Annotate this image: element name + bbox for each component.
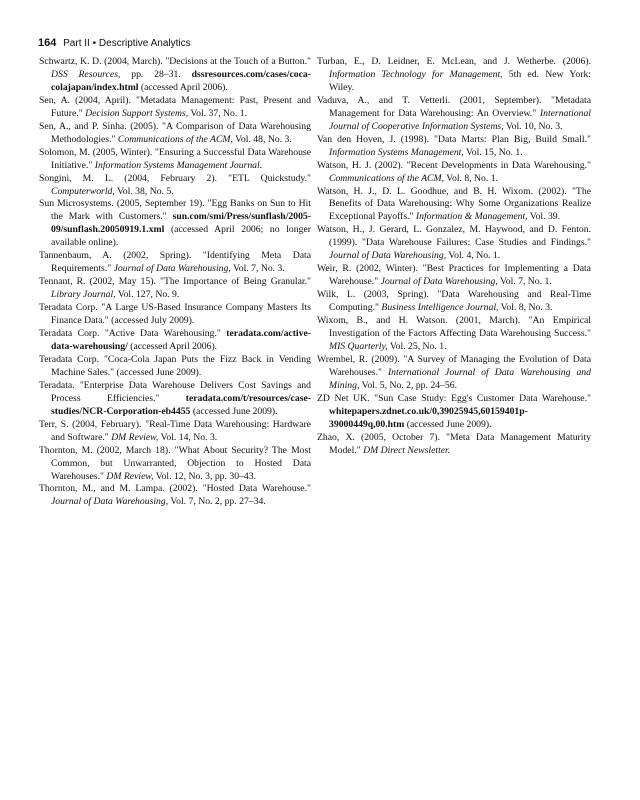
reference-text: Solomon, M. (2005, Winter). "Ensuring a Successful Data Warehouse Initiative." — [39, 146, 311, 171]
reference-text: (accessed June 2009). — [190, 405, 278, 417]
reference-text: Teradata Corp. "A Large US-Based Insurance Company Masters Its Finance Data." (accessed July 2009). — [39, 302, 311, 327]
reference-text: Teradata Corp. "Active Data Warehousing." — [39, 328, 227, 340]
section-title: Descriptive Analytics — [98, 38, 191, 49]
reference-source: DM Review, — [106, 470, 154, 482]
reference-text: Teradata. "Enterprise Data Warehouse Delivers Cost Savings and Process Efficiencies." — [39, 379, 311, 404]
reference-url: dssresources.com/cases/coca-colajapan/index.html — [51, 68, 311, 93]
part-label: Part II — [63, 38, 90, 49]
reference-text: Van den Hoven, J. (1998). "Data Marts: Plan Big, Build Small." — [317, 133, 591, 145]
reference-source: Information Technology for Management, — [329, 68, 503, 80]
reference-entry — [317, 289, 591, 315]
reference-text: Songini, M. L. (2004, February 2). "ETL Quickstudy." — [39, 172, 311, 184]
reference-text: (accessed April 2006). — [127, 340, 218, 352]
reference-text: Sun Microsystems. (2005, September 19). "Egg Banks on Sun to Hit the Mark with Customers." — [39, 198, 311, 223]
reference-entry — [39, 276, 311, 302]
reference-entry — [317, 186, 591, 225]
reference-source: Journal of Data Warehousing, — [329, 250, 447, 262]
reference-source: Decision Support Systems, — [85, 107, 189, 119]
reference-text: Vol. 7, No. 1. — [497, 276, 552, 288]
reference-entry — [39, 198, 311, 250]
reference-text: Vol. 37, No. 1. — [188, 107, 248, 119]
reference-text: Watson, H. J. (2002). "Recent Developments in Data Warehousing." — [317, 159, 591, 171]
reference-source: International Journal of Cooperative Information Systems, — [329, 107, 591, 132]
reference-text: Tannenbaum, A. (2002, Spring). "Identifying Meta Data Requirements." — [39, 250, 311, 275]
reference-text: Sen, A., and P. Sinha. (2005). "A Comparison of Data Warehousing Methodologies." — [39, 120, 311, 145]
reference-text: Vol. 8, No. 1. — [444, 172, 499, 184]
reference-entry — [39, 354, 311, 380]
reference-text: 5th ed. New York: Wiley. — [329, 68, 591, 93]
reference-text: Watson, H. J., D. L. Goodhue, and B. H. Wixom. (2002). "The Benefits of Data Warehousing: Why Some Organizations Realize Exceptional Payoffs." — [317, 185, 591, 223]
reference-source: DM Direct Newsletter. — [363, 444, 451, 456]
reference-entry — [39, 121, 311, 147]
reference-url: teradata.com/t/resources/case-studies/NCR-Corporation-eb4455 — [51, 392, 311, 417]
reference-entry — [39, 173, 311, 199]
reference-entry — [317, 354, 591, 393]
reference-source: DSS Resources, — [51, 68, 121, 80]
reference-text: Watson, H., J. Gerard, L. Gonzalez, M. Haywood, and D. Fenton. (1999). "Data Warehouse Failures: Case Studies and Findings." — [317, 224, 591, 249]
page-number: 164 — [38, 37, 57, 49]
reference-text: ZD Net UK. "Sun Case Study: Egg's Customer Data Warehouse." — [317, 392, 591, 404]
reference-text: Vol. 10, No. 3. — [503, 120, 563, 132]
references-left-column — [39, 56, 311, 509]
reference-source: Communications of the ACM, — [329, 172, 444, 184]
reference-text: Vol. 7, No. 3. — [230, 263, 285, 275]
reference-text: (accessed April 2006; no longer available online). — [51, 224, 311, 249]
reference-url: sun.com/smi/Press/sunflash/2005-09/sunflash.20050919.1.xml — [51, 211, 311, 236]
reference-entry — [39, 328, 311, 354]
reference-source: Business Intelligence Journal, — [381, 302, 499, 314]
reference-text: Vol. 48, No. 3. — [232, 133, 292, 145]
reference-text: Vol. 7, No. 2, pp. 27–34. — [168, 496, 266, 508]
reference-source: Computerworld, — [51, 185, 115, 197]
reference-entry — [39, 302, 311, 328]
reference-text: Vol. 14, No. 3. — [158, 431, 218, 443]
reference-text: Vol. 15, No. 1. — [463, 146, 523, 158]
reference-text: pp. 28–31. — [120, 68, 192, 80]
reference-text: Zhao, X. (2005, October 7). "Meta Data Management Maturity Model." — [317, 431, 591, 456]
reference-text: Thornton, M. (2002, March 18). "What About Security? The Most Common, but Unwarranted, Objection to Hosted Data Warehouses." — [39, 444, 311, 482]
reference-source: Information Systems Management Journal. — [94, 159, 263, 171]
reference-entry — [317, 393, 591, 432]
reference-source: Journal of Data Warehousing, — [380, 276, 498, 288]
reference-url: whitepapers.zdnet.co.uk/0,39025945,60159401p-39000449q,00.htm — [329, 405, 528, 430]
reference-text: Vaduva, A., and T. Vetterli. (2001, September). "Metadata Management for Data Warehousing: An Overview." — [317, 94, 591, 119]
reference-text: Turban, E., D. Leidner, E. McLean, and J. Wetherbe. (2006). — [317, 56, 591, 67]
reference-text: Vol. 38, No. 5. — [114, 185, 174, 197]
reference-entry — [39, 483, 311, 509]
reference-text: Vol. 12, No. 3, pp. 30–43. — [153, 470, 256, 482]
reference-source: Library Journal, — [51, 289, 116, 301]
reference-text: (accessed June 2009). — [404, 418, 492, 430]
header-bullet: • — [92, 38, 97, 49]
reference-entry — [39, 95, 311, 121]
reference-entry — [317, 56, 591, 95]
reference-entry — [317, 160, 591, 186]
reference-entry — [317, 134, 591, 160]
reference-text: Thornton, M., and M. Lampa. (2002). "Hosted Data Warehouse." — [39, 483, 311, 495]
reference-source: Communications of the ACM, — [117, 133, 233, 145]
reference-url: teradata.com/active-data-warehousing/ — [51, 328, 311, 352]
reference-source: DM Review, — [111, 431, 159, 443]
reference-text: Vol. 5, No. 2, pp. 24–56. — [359, 379, 458, 391]
reference-source: International Journal of Data Warehousing and Mining, — [329, 366, 591, 391]
reference-entry — [39, 147, 311, 173]
reference-source: Journal of Data Warehousing, — [51, 496, 169, 508]
reference-text: Vol. 8, No. 3. — [498, 302, 553, 314]
reference-entry — [317, 224, 591, 263]
reference-text: Vol. 25, No. 1. — [387, 340, 447, 352]
reference-source: MIS Quarterly, — [329, 340, 388, 352]
reference-source: Journal of Data Warehousing, — [113, 263, 231, 275]
reference-entry — [39, 56, 311, 95]
reference-text: Schwartz, K. D. (2004, March). "Decisions at the Touch of a Button." — [39, 56, 311, 67]
reference-entry — [39, 445, 311, 484]
reference-text: Terr, S. (2004, February). "Real-Time Data Warehousing: Hardware and Software." — [39, 418, 311, 443]
running-header — [38, 37, 191, 49]
reference-text: Vol. 39. — [527, 211, 561, 223]
reference-source: Information & Management, — [415, 211, 528, 223]
reference-text: Vol. 127, No. 9. — [115, 289, 180, 301]
reference-text: Weir, R. (2002, Winter). "Best Practices for Implementing a Data Warehouse." — [317, 263, 591, 288]
reference-entry — [317, 95, 591, 134]
reference-text: Wrembel, R. (2009). "A Survey of Managing the Evolution of Data Warehouses." — [317, 353, 591, 378]
reference-text: Wixom, B., and H. Watson. (2001, March). "An Empirical Investigation of the Factors Affecting Data Warehousing Success." — [317, 315, 591, 340]
reference-text: (accessed April 2006). — [138, 81, 228, 93]
reference-entry — [317, 432, 591, 458]
reference-entry — [39, 419, 311, 445]
reference-entry — [317, 263, 591, 289]
reference-entry — [317, 315, 591, 354]
reference-text: Teradata Corp. "Coca-Cola Japan Puts the Fizz Back in Vending Machine Sales." (accessed June 2009). — [39, 353, 311, 378]
reference-entry — [39, 250, 311, 276]
reference-text: Tennant, R. (2002, May 15). "The Importance of Being Granular." — [39, 276, 311, 288]
reference-text: Vol. 4, No. 1. — [446, 250, 501, 262]
reference-text: Wilk, L. (2003, Spring). "Data Warehousing and Real-Time Computing." — [317, 289, 591, 314]
reference-text: Sen, A. (2004, April). "Metadata Management: Past, Present and Future." — [39, 94, 311, 119]
references-right-column — [317, 56, 591, 458]
reference-source: Information Systems Management, — [329, 146, 464, 158]
reference-entry — [39, 380, 311, 419]
